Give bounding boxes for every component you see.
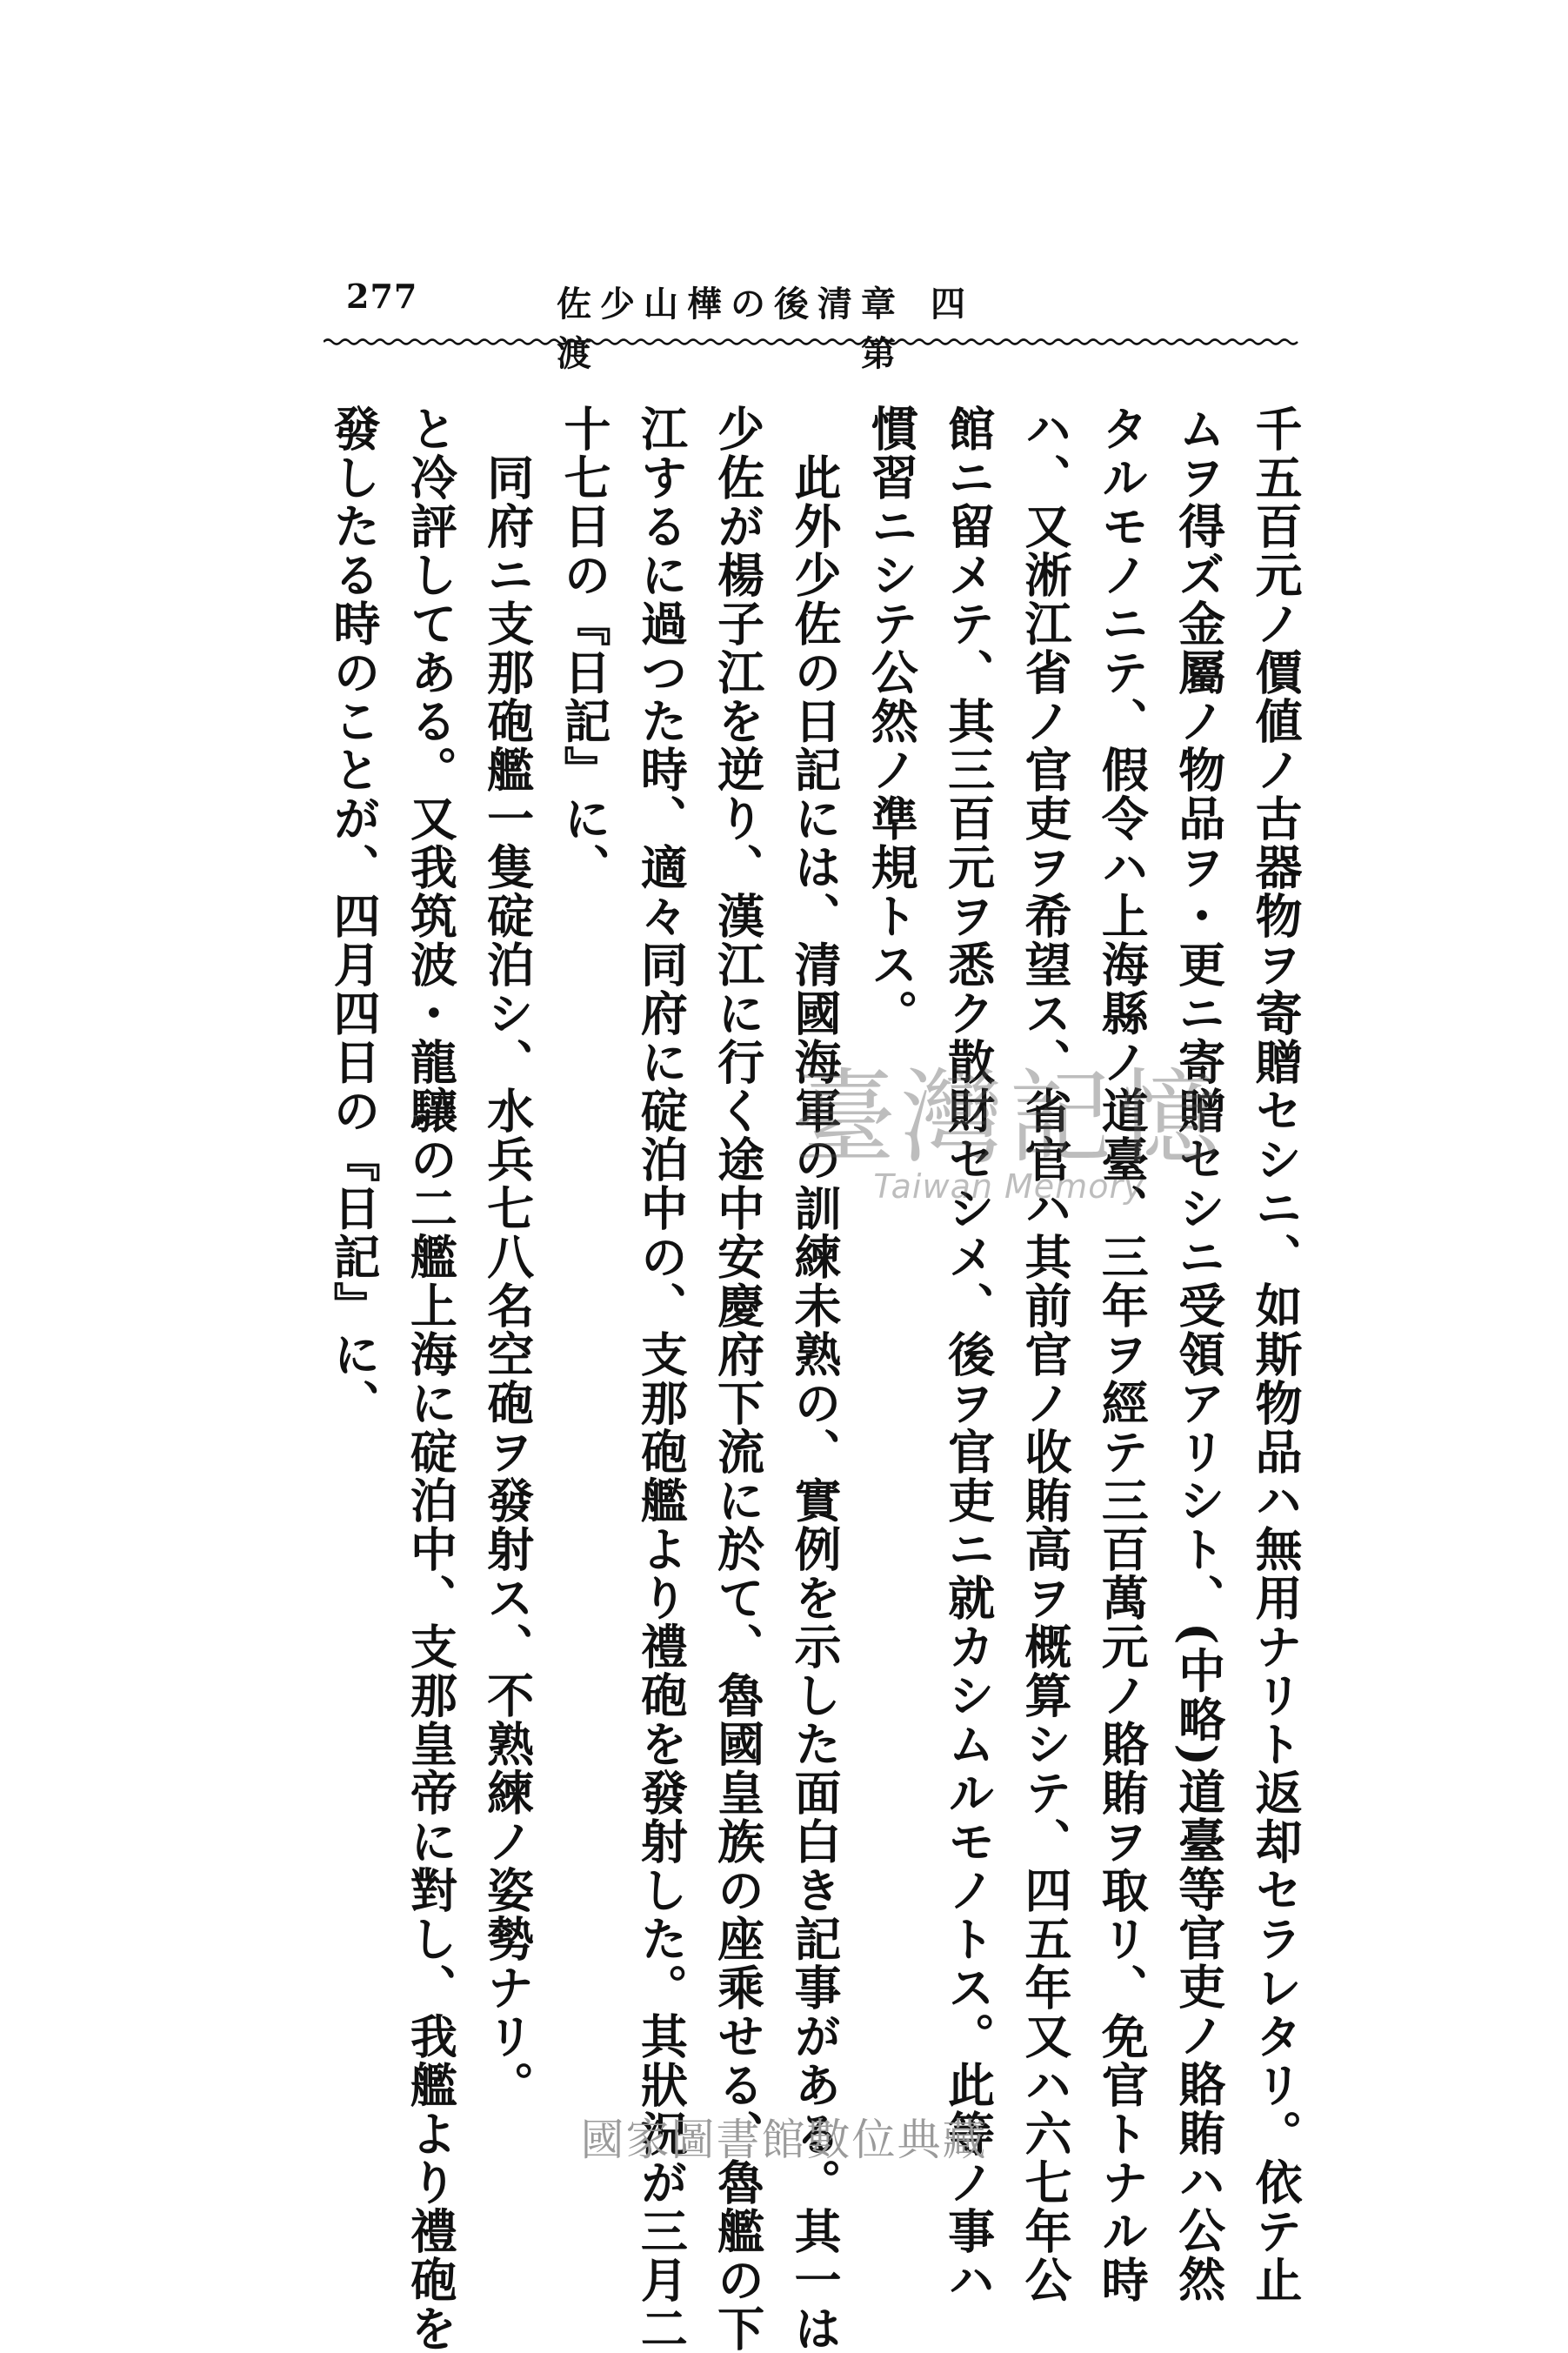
- running-head: [557, 277, 1044, 376]
- watermark-chinese: 臺灣記憶: [792, 1058, 1224, 1178]
- text-column: ハ、又淅江省ノ官吏ヲ希望ス、省官ハ其前官ノ收賄高ヲ概算シテ、四五年又ハ六七年公: [1017, 404, 1073, 2304]
- text-column: 少佐が楊子江を逆り、漢江に行く途中安慶府下流に於て、魯國皇族の座乘せる、魯艦の下: [710, 404, 766, 2353]
- text-column: 發したる時のことが、四月四日の『日記』に、: [326, 404, 382, 1427]
- text-column: 千五百元ノ價値ノ古器物ヲ寄贈セシニ、如斯物品ハ無用ナリト返却セラレタリ。依テ止: [1247, 404, 1304, 2304]
- text-column: 江するに過つた時、適々同府に碇泊中の、支那砲艦より禮砲を發射した。其狀況が三月二: [633, 404, 690, 2353]
- text-column: タルモノニテ、假令ハ上海縣ノ道臺、三年ヲ經テ三百萬元ノ賂賄ヲ取リ、免官トナル時: [1094, 404, 1151, 2304]
- header-rule: [324, 338, 1299, 346]
- watermark-english: Taiwan Memory: [873, 1167, 1144, 1206]
- page-number: 277: [346, 277, 418, 316]
- text-column: 此外少佐の日記には、清國海軍の訓練未熟の、實例を示した面白き記事がある。其一は: [786, 453, 843, 2353]
- text-column: ムヲ得ズ金屬ノ物品ヲ・更ニ寄贈セシニ受領アリシト、(中略)道臺等官吏ノ賂賄ハ公然: [1171, 404, 1227, 2304]
- running-head-title: 佐少山樺の後清渡: [557, 284, 861, 374]
- running-head-chapter: 章四第: [861, 284, 1000, 374]
- text-column: 慣習ニシテ公然ノ準規トス。: [864, 404, 920, 1038]
- text-column: 十七日の『日記』に、: [556, 404, 612, 892]
- text-column: 同府ニ支那砲艦一隻碇泊シ、水兵七八名空砲ヲ發射ス、不熟練ノ姿勢ナリ。: [479, 453, 536, 2109]
- text-column: と冷評してある。又我筑波・龍驤の二艦上海に碇泊中、支那皇帝に對し、我艦より禮砲を: [403, 404, 459, 2353]
- watermark-logo: [765, 1035, 1252, 1206]
- text-column: 館ニ留メテ、其三百元ヲ悉ク散財セシメ、後ヲ官吏ニ就カシムルモノトス。此等ノ事ハ: [940, 404, 997, 2304]
- footer-collection-label: 國家圖書館數位典藏: [580, 2115, 988, 2165]
